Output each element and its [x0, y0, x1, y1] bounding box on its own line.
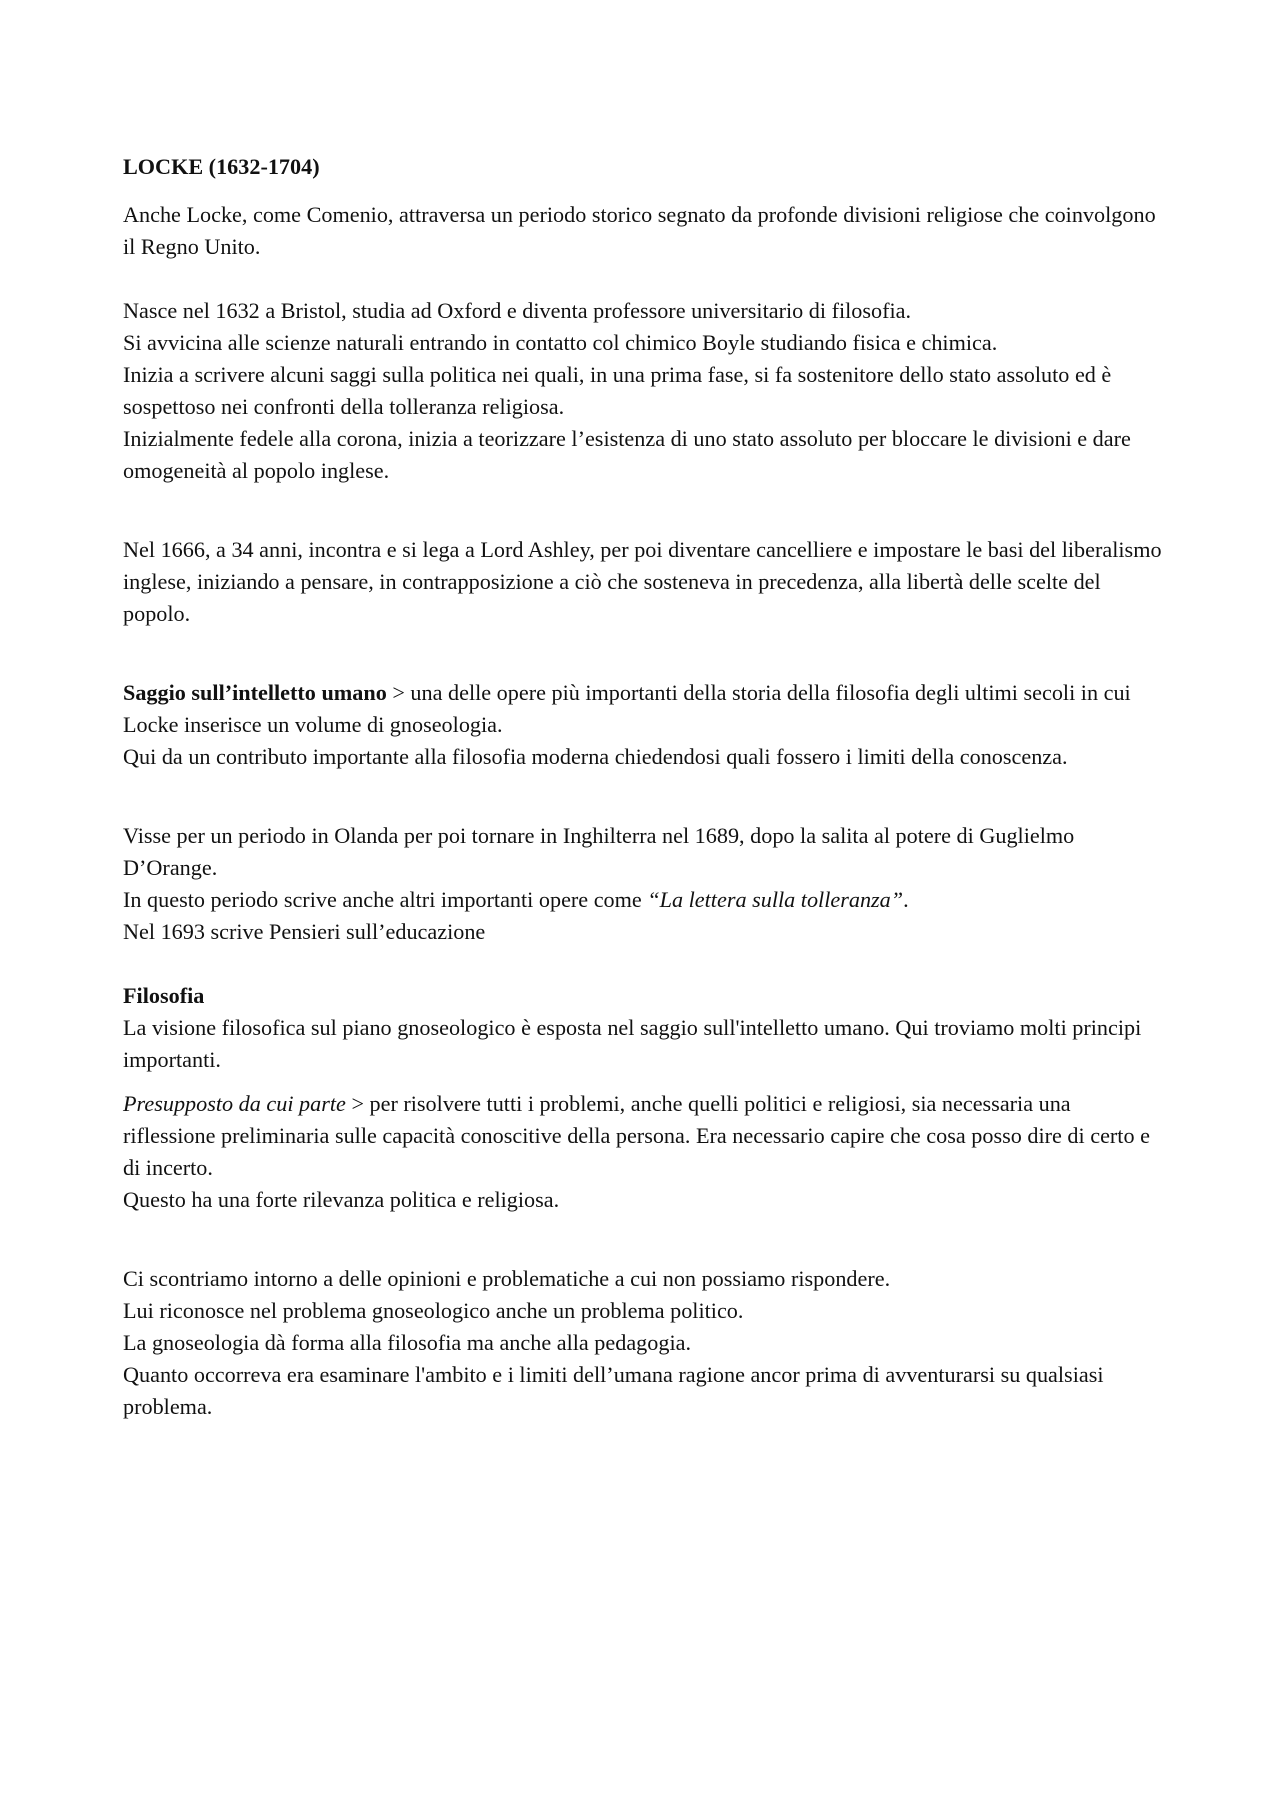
- document-title: LOCKE (1632-1704): [123, 154, 320, 179]
- bio-line: Si avvicina alle scienze naturali entrando in contatto col chimico Boyle studiando fisica e chimica.: [123, 330, 998, 355]
- saggio-description: > una delle opere più importanti della storia della filosofia degli ultimi secoli in cui Locke inserisce un volume di gnoseologia.: [123, 680, 1131, 737]
- conclusion-line: Ci scontriamo intorno a delle opinioni e problematiche a cui non possiamo rispondere.: [123, 1266, 891, 1291]
- presupposto-line: Questo ha una forte rilevanza politica e religiosa.: [123, 1187, 560, 1212]
- olanda-text-end: .: [903, 887, 909, 912]
- bio-line: Inizia a scrivere alcuni saggi sulla politica nei quali, in una prima fase, si fa sostenitore dello stato assoluto ed è sospettoso nei confronti della tolleranza religiosa.: [123, 362, 1112, 419]
- work-title: “La lettera sulla tolleranza”: [647, 887, 904, 912]
- bio-line: Inizialmente fedele alla corona, inizia a teorizzare l’esistenza di uno stato assoluto per bloccare le divisioni e dare omogeneità al popolo inglese.: [123, 426, 1131, 483]
- conclusion-section: [123, 1263, 1163, 1423]
- olanda-line: [123, 884, 1163, 916]
- conclusion-line: Lui riconosce nel problema gnoseologico anche un problema politico.: [123, 1298, 744, 1323]
- bio-line: Nasce nel 1632 a Bristol, studia ad Oxford e diventa professore universitario di filosofia.: [123, 298, 912, 323]
- filosofia-section: [123, 980, 1163, 1076]
- document-page: [123, 151, 1163, 1423]
- ashley-paragraph: Nel 1666, a 34 anni, incontra e si lega a Lord Ashley, per poi diventare cancelliere e impostare le basi del liberalismo inglese, iniziando a pensare, in contrapposizione a ciò che sosteneva in precedenza, alla libertà delle scelte del popolo.: [123, 537, 1162, 626]
- intro-paragraph: Anche Locke, come Comenio, attraversa un periodo storico segnato da profonde divisioni religiose che coinvolgono il Regno Unito.: [123, 202, 1156, 259]
- filosofia-heading: Filosofia: [123, 983, 205, 1008]
- olanda-text: In questo periodo scrive anche altri importanti opere come: [123, 887, 648, 912]
- saggio-line: Qui da un contributo importante alla filosofia moderna chiedendosi quali fossero i limiti della conoscenza.: [123, 744, 1068, 769]
- presupposto-paragraph: [123, 1088, 1163, 1184]
- conclusion-line: Quanto occorreva era esaminare l'ambito e i limiti dell’umana ragione ancor prima di avventurarsi su qualsiasi problema.: [123, 1362, 1104, 1419]
- olanda-section: [123, 820, 1163, 948]
- olanda-line: Visse per un periodo in Olanda per poi tornare in Inghilterra nel 1689, dopo la salita al potere di Guglielmo D’Orange.: [123, 823, 1075, 880]
- saggio-section: [123, 677, 1163, 773]
- conclusion-line: La gnoseologia dà forma alla filosofia ma anche alla pedagogia.: [123, 1330, 692, 1355]
- filosofia-paragraph: La visione filosofica sul piano gnoseologico è esposta nel saggio sull'intelletto umano. Qui troviamo molti principi importanti.: [123, 1015, 1142, 1072]
- olanda-line: Nel 1693 scrive Pensieri sull’educazione: [123, 919, 486, 944]
- saggio-title: Saggio sull’intelletto umano: [123, 680, 387, 705]
- saggio-paragraph: [123, 677, 1163, 741]
- presupposto-text: > per risolvere tutti i problemi, anche quelli politici e religiosi, sia necessaria una riflessione preliminaria sulle capacità conoscitive della persona. Era necessario capire che cosa posso dire di certo e di incerto.: [123, 1091, 1150, 1180]
- presupposto-section: [123, 1088, 1163, 1216]
- bio-section: [123, 295, 1163, 487]
- presupposto-label: Presupposto da cui parte: [123, 1091, 346, 1116]
